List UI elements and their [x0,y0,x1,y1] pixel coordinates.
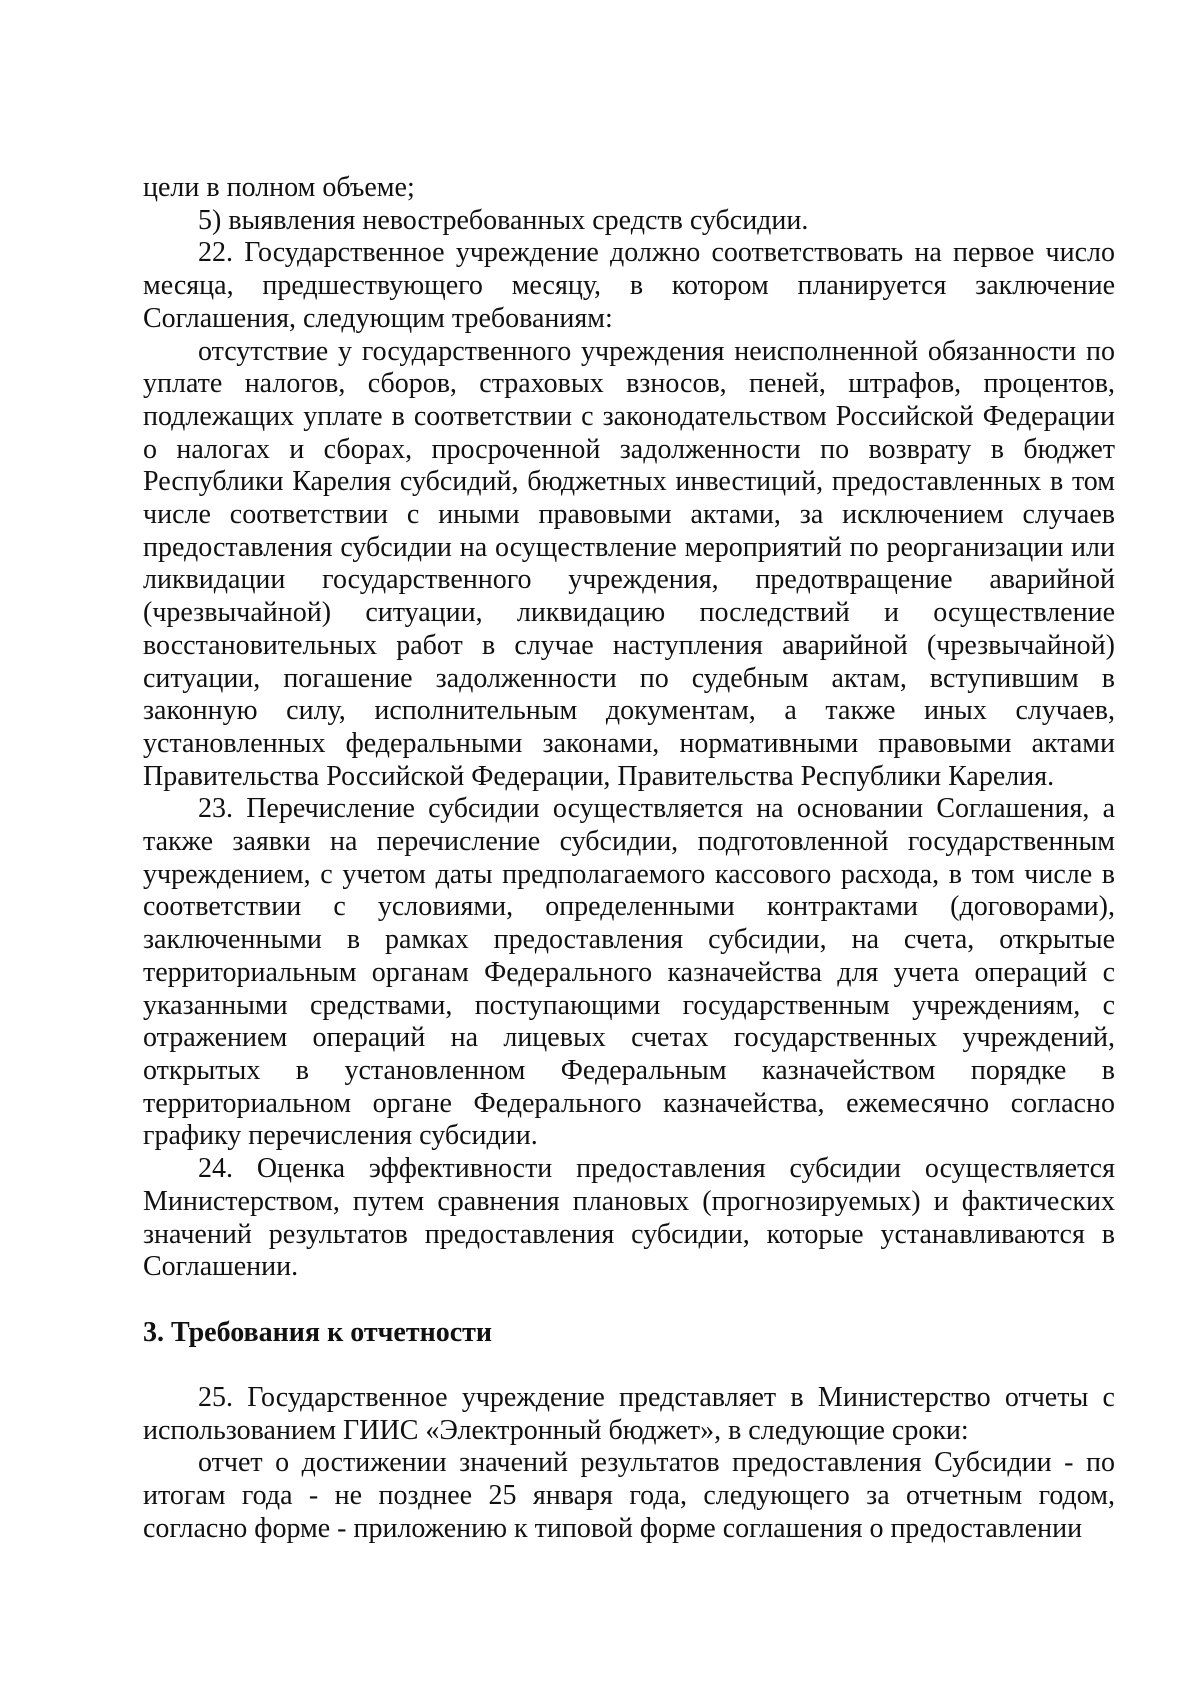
paragraph-22-requirement: отсутствие у государственного учреждения неисполненной обязанности по уплате налогов, сборов, страховых взносов, пеней, штрафов, процентов, подлежащих уплате в соответствии с законодательством Российской Федерации о налогах и сборах, просроченной задолженности по возврату в бюджет Республики Карелия субсидий, бюджетных инвестиций, предоставленных в том числе соответствии с иными правовыми актами, за исключением случаев предоставления субсидии на осуществление мероприятий по реорганизации или ликвидации государственного учреждения, предотвращение аварийной (чрезвычайной) ситуации, ликвидацию последствий и осуществление восстановительных работ в случае наступления аварийной (чрезвычайной) ситуации, погашение задолженности по судебным актам, вступившим в законную силу, исполнительным документам, а также иных случаев, установленных федеральными законами, нормативными правовыми актами Правительства Российской Федерации, Правительства Республики Карелия. [143,335,1115,792]
paragraph-22: 22. Государственное учреждение должно соответствовать на первое число месяца, предшествующего месяцу, в котором планируется заключение Соглашения, следующим требованиям: [143,237,1115,334]
section-spacer-top [143,1284,1115,1317]
paragraph-24: 24. Оценка эффективности предоставления субсидии осуществляется Министерством, путем сравнения плановых (прогнозируемых) и фактических значений результатов предоставления субсидии, которые устанавливаются в Соглашении. [143,1153,1115,1283]
paragraph-23: 23. Перечисление субсидии осуществляется на основании Соглашения, а также заявки на перечисление субсидии, подготовленной государственным учреждением, с учетом даты предполагаемого кассового расхода, в том числе в соответствии с условиями, определенными контрактами (договорами), заключенными в рамках предоставления субсидии, на счета, открытые территориальным органам Федерального казначейства для учета операций с указанными средствами, поступающими государственным учреждениям, с отражением операций на лицевых счетах государственных учреждений, открытых в установленном Федеральным казначейством порядке в территориальном органе Федерального казначейства, ежемесячно согласно графику перечисления субсидии. [143,793,1115,1152]
document-body [143,172,1115,1546]
section-spacer-bottom [143,1349,1115,1382]
paragraph-25: 25. Государственное учреждение представляет в Министерство отчеты с использованием ГИИС «Электронный бюджет», в следующие сроки: [143,1381,1115,1446]
section-heading: 3. Требования к отчетности [143,1316,493,1348]
paragraph-continuation: цели в полном объеме; [143,172,415,203]
paragraph-25-report: отчет о достижении значений результатов предоставления Субсидии - по итогам года - не позднее 25 января года, следующего за отчетным годом, согласно форме - приложению к типовой форме соглашения о предоставлении [143,1447,1115,1544]
paragraph-item-5: 5) выявления невостребованных средств субсидии. [198,204,809,236]
